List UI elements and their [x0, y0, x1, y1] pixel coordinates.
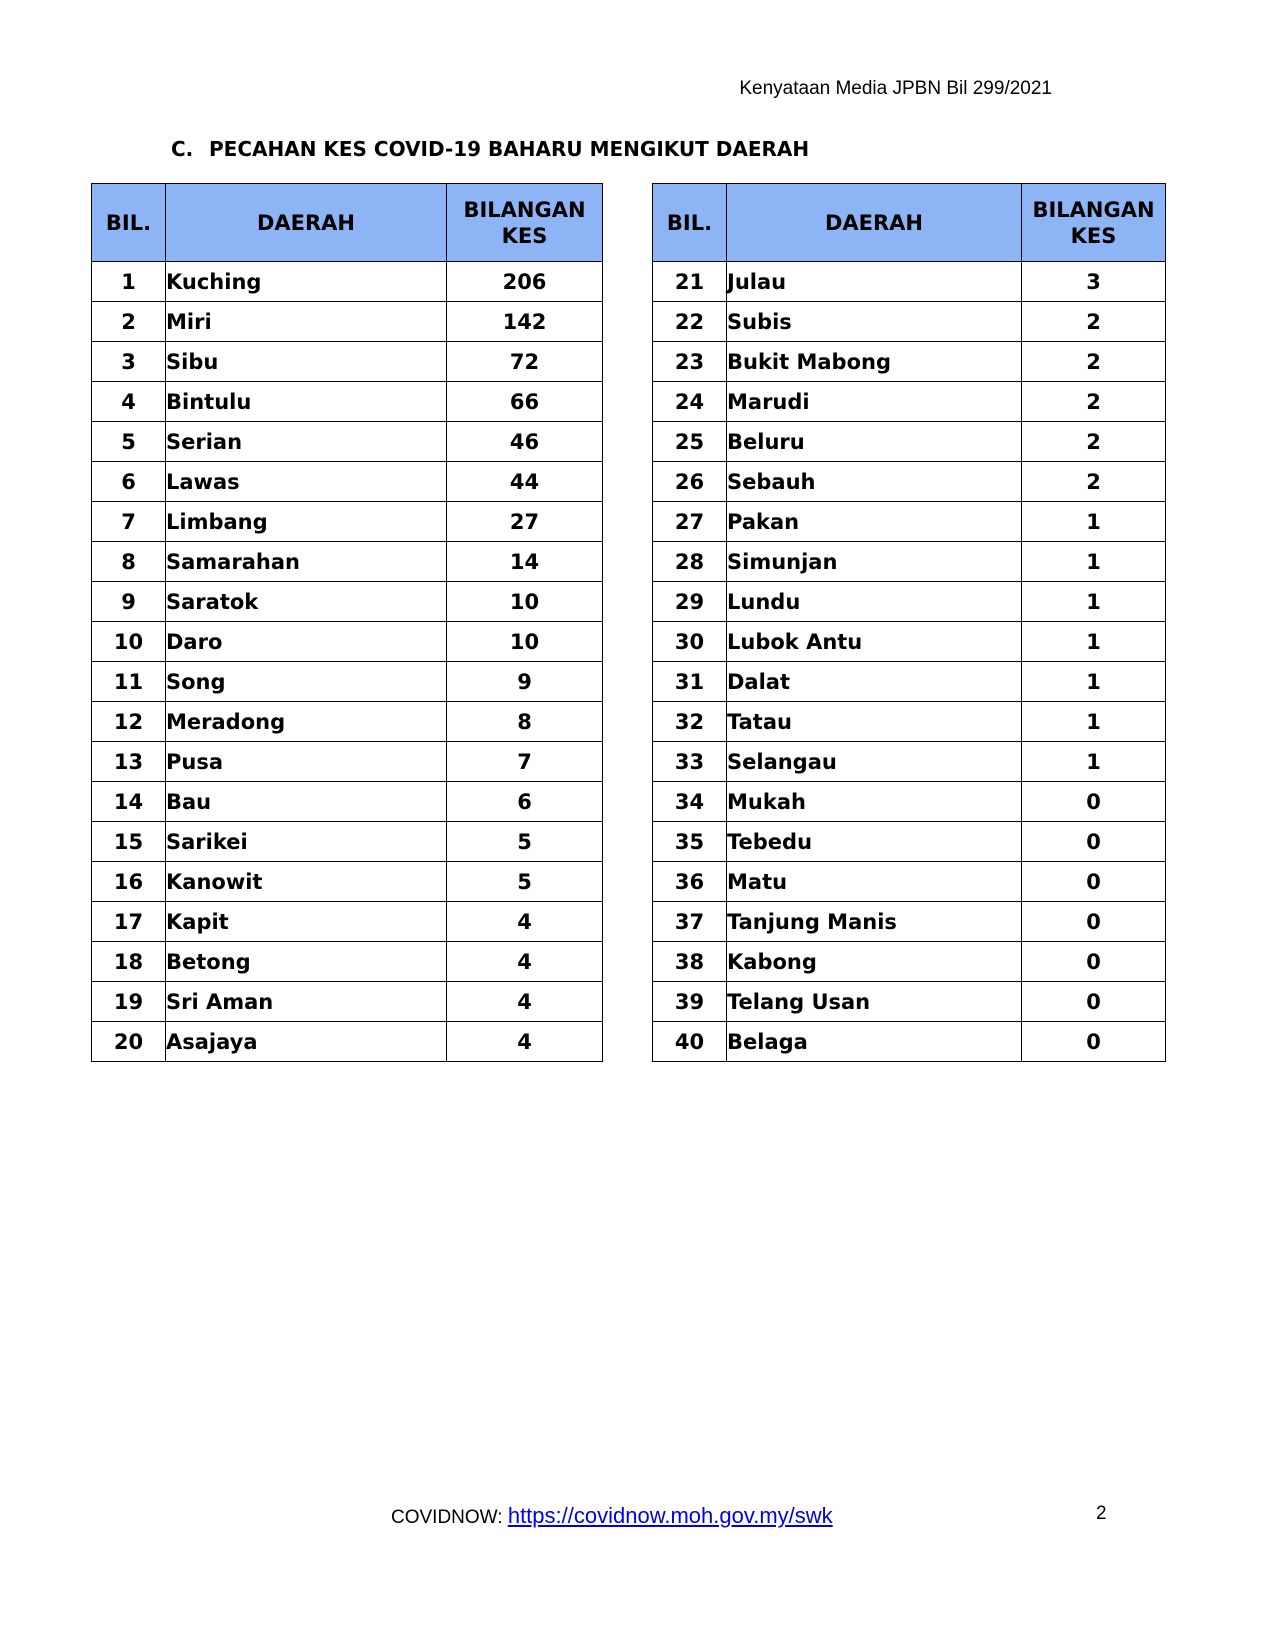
- section-letter: C.: [171, 137, 194, 161]
- cell-bil: 22: [653, 302, 727, 342]
- table-header-row: [92, 184, 603, 262]
- table-row: [92, 582, 603, 622]
- cell-kes: 5: [447, 862, 603, 902]
- cell-bil: 13: [92, 742, 166, 782]
- cell-bil: 38: [653, 942, 727, 982]
- cell-bil: 37: [653, 902, 727, 942]
- table-row: [653, 862, 1166, 902]
- cell-daerah: Tebedu: [727, 822, 1022, 862]
- table-row: [92, 302, 603, 342]
- cell-daerah: Kanowit: [166, 862, 447, 902]
- table-row: [653, 342, 1166, 382]
- table-row: [653, 382, 1166, 422]
- table-row: [653, 502, 1166, 542]
- cell-daerah: Song: [166, 662, 447, 702]
- cell-kes: 0: [1022, 982, 1166, 1022]
- cell-daerah: Kabong: [727, 942, 1022, 982]
- cell-kes: 0: [1022, 902, 1166, 942]
- table-row: [92, 422, 603, 462]
- table-row: [653, 822, 1166, 862]
- cell-daerah: Asajaya: [166, 1022, 447, 1062]
- cell-kes: 14: [447, 542, 603, 582]
- column-header-daerah: DAERAH: [727, 184, 1022, 262]
- cases-table-right: [652, 183, 1166, 1062]
- cell-bil: 4: [92, 382, 166, 422]
- cell-bil: 9: [92, 582, 166, 622]
- cell-kes: 2: [1022, 422, 1166, 462]
- cell-daerah: Tanjung Manis: [727, 902, 1022, 942]
- cell-kes: 2: [1022, 462, 1166, 502]
- cell-kes: 10: [447, 582, 603, 622]
- table-row: [92, 1022, 603, 1062]
- cell-bil: 19: [92, 982, 166, 1022]
- cell-daerah: Lundu: [727, 582, 1022, 622]
- cell-bil: 33: [653, 742, 727, 782]
- cell-kes: 0: [1022, 822, 1166, 862]
- cell-daerah: Mukah: [727, 782, 1022, 822]
- footer-label: COVIDNOW:: [391, 1507, 503, 1528]
- table-row: [92, 942, 603, 982]
- footer-source: [391, 1503, 833, 1529]
- cell-bil: 30: [653, 622, 727, 662]
- cell-daerah: Sebauh: [727, 462, 1022, 502]
- cell-kes: 142: [447, 302, 603, 342]
- table-row: [92, 502, 603, 542]
- cell-kes: 27: [447, 502, 603, 542]
- cell-daerah: Kapit: [166, 902, 447, 942]
- cell-daerah: Beluru: [727, 422, 1022, 462]
- cell-kes: 10: [447, 622, 603, 662]
- cell-bil: 32: [653, 702, 727, 742]
- cell-bil: 10: [92, 622, 166, 662]
- table-row: [92, 862, 603, 902]
- table-row: [92, 342, 603, 382]
- cell-bil: 2: [92, 302, 166, 342]
- cell-kes: 4: [447, 902, 603, 942]
- cell-bil: 27: [653, 502, 727, 542]
- table-row: [653, 662, 1166, 702]
- table-row: [92, 622, 603, 662]
- table-row: [653, 542, 1166, 582]
- cell-kes: 1: [1022, 742, 1166, 782]
- cell-bil: 25: [653, 422, 727, 462]
- cell-daerah: Meradong: [166, 702, 447, 742]
- table-row: [92, 822, 603, 862]
- cell-kes: 66: [447, 382, 603, 422]
- cell-daerah: Bintulu: [166, 382, 447, 422]
- section-heading: [171, 137, 809, 161]
- cell-bil: 26: [653, 462, 727, 502]
- cell-bil: 23: [653, 342, 727, 382]
- cell-daerah: Marudi: [727, 382, 1022, 422]
- table-row: [653, 942, 1166, 982]
- cell-bil: 17: [92, 902, 166, 942]
- cell-kes: 9: [447, 662, 603, 702]
- cell-daerah: Tatau: [727, 702, 1022, 742]
- table-row: [653, 1022, 1166, 1062]
- column-header-bil: BIL.: [653, 184, 727, 262]
- cell-daerah: Matu: [727, 862, 1022, 902]
- cell-daerah: Kuching: [166, 262, 447, 302]
- cell-daerah: Daro: [166, 622, 447, 662]
- cell-bil: 35: [653, 822, 727, 862]
- table-row: [653, 702, 1166, 742]
- cell-kes: 2: [1022, 302, 1166, 342]
- cell-kes: 0: [1022, 862, 1166, 902]
- cell-bil: 16: [92, 862, 166, 902]
- cell-kes: 0: [1022, 942, 1166, 982]
- table-row: [653, 582, 1166, 622]
- cell-kes: 0: [1022, 1022, 1166, 1062]
- column-header-kes-line2: KES: [501, 223, 548, 248]
- cell-kes: 1: [1022, 582, 1166, 622]
- cell-daerah: Samarahan: [166, 542, 447, 582]
- cell-bil: 5: [92, 422, 166, 462]
- cell-kes: 2: [1022, 382, 1166, 422]
- table-row: [653, 422, 1166, 462]
- table-row: [653, 622, 1166, 662]
- column-header-kes: [447, 184, 603, 262]
- cell-kes: 7: [447, 742, 603, 782]
- cell-bil: 39: [653, 982, 727, 1022]
- cell-daerah: Betong: [166, 942, 447, 982]
- cell-kes: 206: [447, 262, 603, 302]
- table-row: [92, 742, 603, 782]
- cell-kes: 1: [1022, 502, 1166, 542]
- cases-table-left: [91, 183, 603, 1062]
- page-number: 2: [1096, 1503, 1107, 1524]
- column-header-kes-line2: KES: [1070, 223, 1117, 248]
- cell-daerah: Bukit Mabong: [727, 342, 1022, 382]
- cell-bil: 28: [653, 542, 727, 582]
- cell-kes: 72: [447, 342, 603, 382]
- cell-daerah: Julau: [727, 262, 1022, 302]
- cell-bil: 3: [92, 342, 166, 382]
- table-row: [653, 742, 1166, 782]
- cell-kes: 46: [447, 422, 603, 462]
- cell-daerah: Pakan: [727, 502, 1022, 542]
- cell-bil: 8: [92, 542, 166, 582]
- table-row: [92, 982, 603, 1022]
- cell-bil: 7: [92, 502, 166, 542]
- cell-bil: 34: [653, 782, 727, 822]
- table-row: [653, 302, 1166, 342]
- cell-kes: 8: [447, 702, 603, 742]
- cell-daerah: Telang Usan: [727, 982, 1022, 1022]
- cell-kes: 4: [447, 982, 603, 1022]
- section-title: PECAHAN KES COVID-19 BAHARU MENGIKUT DAERAH: [209, 137, 810, 161]
- cell-bil: 29: [653, 582, 727, 622]
- cell-kes: 1: [1022, 702, 1166, 742]
- cell-daerah: Sibu: [166, 342, 447, 382]
- cell-bil: 40: [653, 1022, 727, 1062]
- cell-kes: 2: [1022, 342, 1166, 382]
- cell-bil: 11: [92, 662, 166, 702]
- table-row: [653, 982, 1166, 1022]
- cell-kes: 1: [1022, 622, 1166, 662]
- cell-bil: 18: [92, 942, 166, 982]
- cell-daerah: Dalat: [727, 662, 1022, 702]
- cell-daerah: Miri: [166, 302, 447, 342]
- cell-kes: 1: [1022, 542, 1166, 582]
- cell-daerah: Sri Aman: [166, 982, 447, 1022]
- table-row: [92, 902, 603, 942]
- cell-daerah: Selangau: [727, 742, 1022, 782]
- cell-daerah: Belaga: [727, 1022, 1022, 1062]
- table-row: [92, 462, 603, 502]
- cell-bil: 15: [92, 822, 166, 862]
- column-header-bil: BIL.: [92, 184, 166, 262]
- cell-kes: 5: [447, 822, 603, 862]
- cell-bil: 20: [92, 1022, 166, 1062]
- table-row: [92, 782, 603, 822]
- table-row: [92, 382, 603, 422]
- covidnow-link[interactable]: https://covidnow.moh.gov.my/swk: [507, 1503, 833, 1528]
- cell-daerah: Simunjan: [727, 542, 1022, 582]
- cell-bil: 31: [653, 662, 727, 702]
- table-row: [92, 542, 603, 582]
- cell-daerah: Lawas: [166, 462, 447, 502]
- cell-kes: 44: [447, 462, 603, 502]
- cell-bil: 14: [92, 782, 166, 822]
- column-header-daerah: DAERAH: [166, 184, 447, 262]
- cell-bil: 21: [653, 262, 727, 302]
- document-reference: Kenyataan Media JPBN Bil 299/2021: [739, 78, 1052, 99]
- cell-bil: 1: [92, 262, 166, 302]
- column-header-kes-line1: BILANGAN: [1032, 197, 1155, 222]
- cell-bil: 36: [653, 862, 727, 902]
- table-row: [653, 902, 1166, 942]
- table-row: [653, 262, 1166, 302]
- cell-daerah: Serian: [166, 422, 447, 462]
- table-row: [92, 702, 603, 742]
- cell-daerah: Bau: [166, 782, 447, 822]
- cell-daerah: Saratok: [166, 582, 447, 622]
- cell-kes: 3: [1022, 262, 1166, 302]
- table-header-row: [653, 184, 1166, 262]
- cell-kes: 1: [1022, 662, 1166, 702]
- cell-bil: 6: [92, 462, 166, 502]
- cell-daerah: Pusa: [166, 742, 447, 782]
- cell-daerah: Subis: [727, 302, 1022, 342]
- cell-daerah: Limbang: [166, 502, 447, 542]
- column-header-kes-line1: BILANGAN: [463, 197, 586, 222]
- table-row: [653, 462, 1166, 502]
- column-header-kes: [1022, 184, 1166, 262]
- cell-bil: 24: [653, 382, 727, 422]
- cell-daerah: Sarikei: [166, 822, 447, 862]
- cell-kes: 0: [1022, 782, 1166, 822]
- cell-bil: 12: [92, 702, 166, 742]
- cell-kes: 4: [447, 1022, 603, 1062]
- cell-daerah: Lubok Antu: [727, 622, 1022, 662]
- cell-kes: 6: [447, 782, 603, 822]
- cell-kes: 4: [447, 942, 603, 982]
- table-row: [92, 262, 603, 302]
- table-row: [92, 662, 603, 702]
- table-row: [653, 782, 1166, 822]
